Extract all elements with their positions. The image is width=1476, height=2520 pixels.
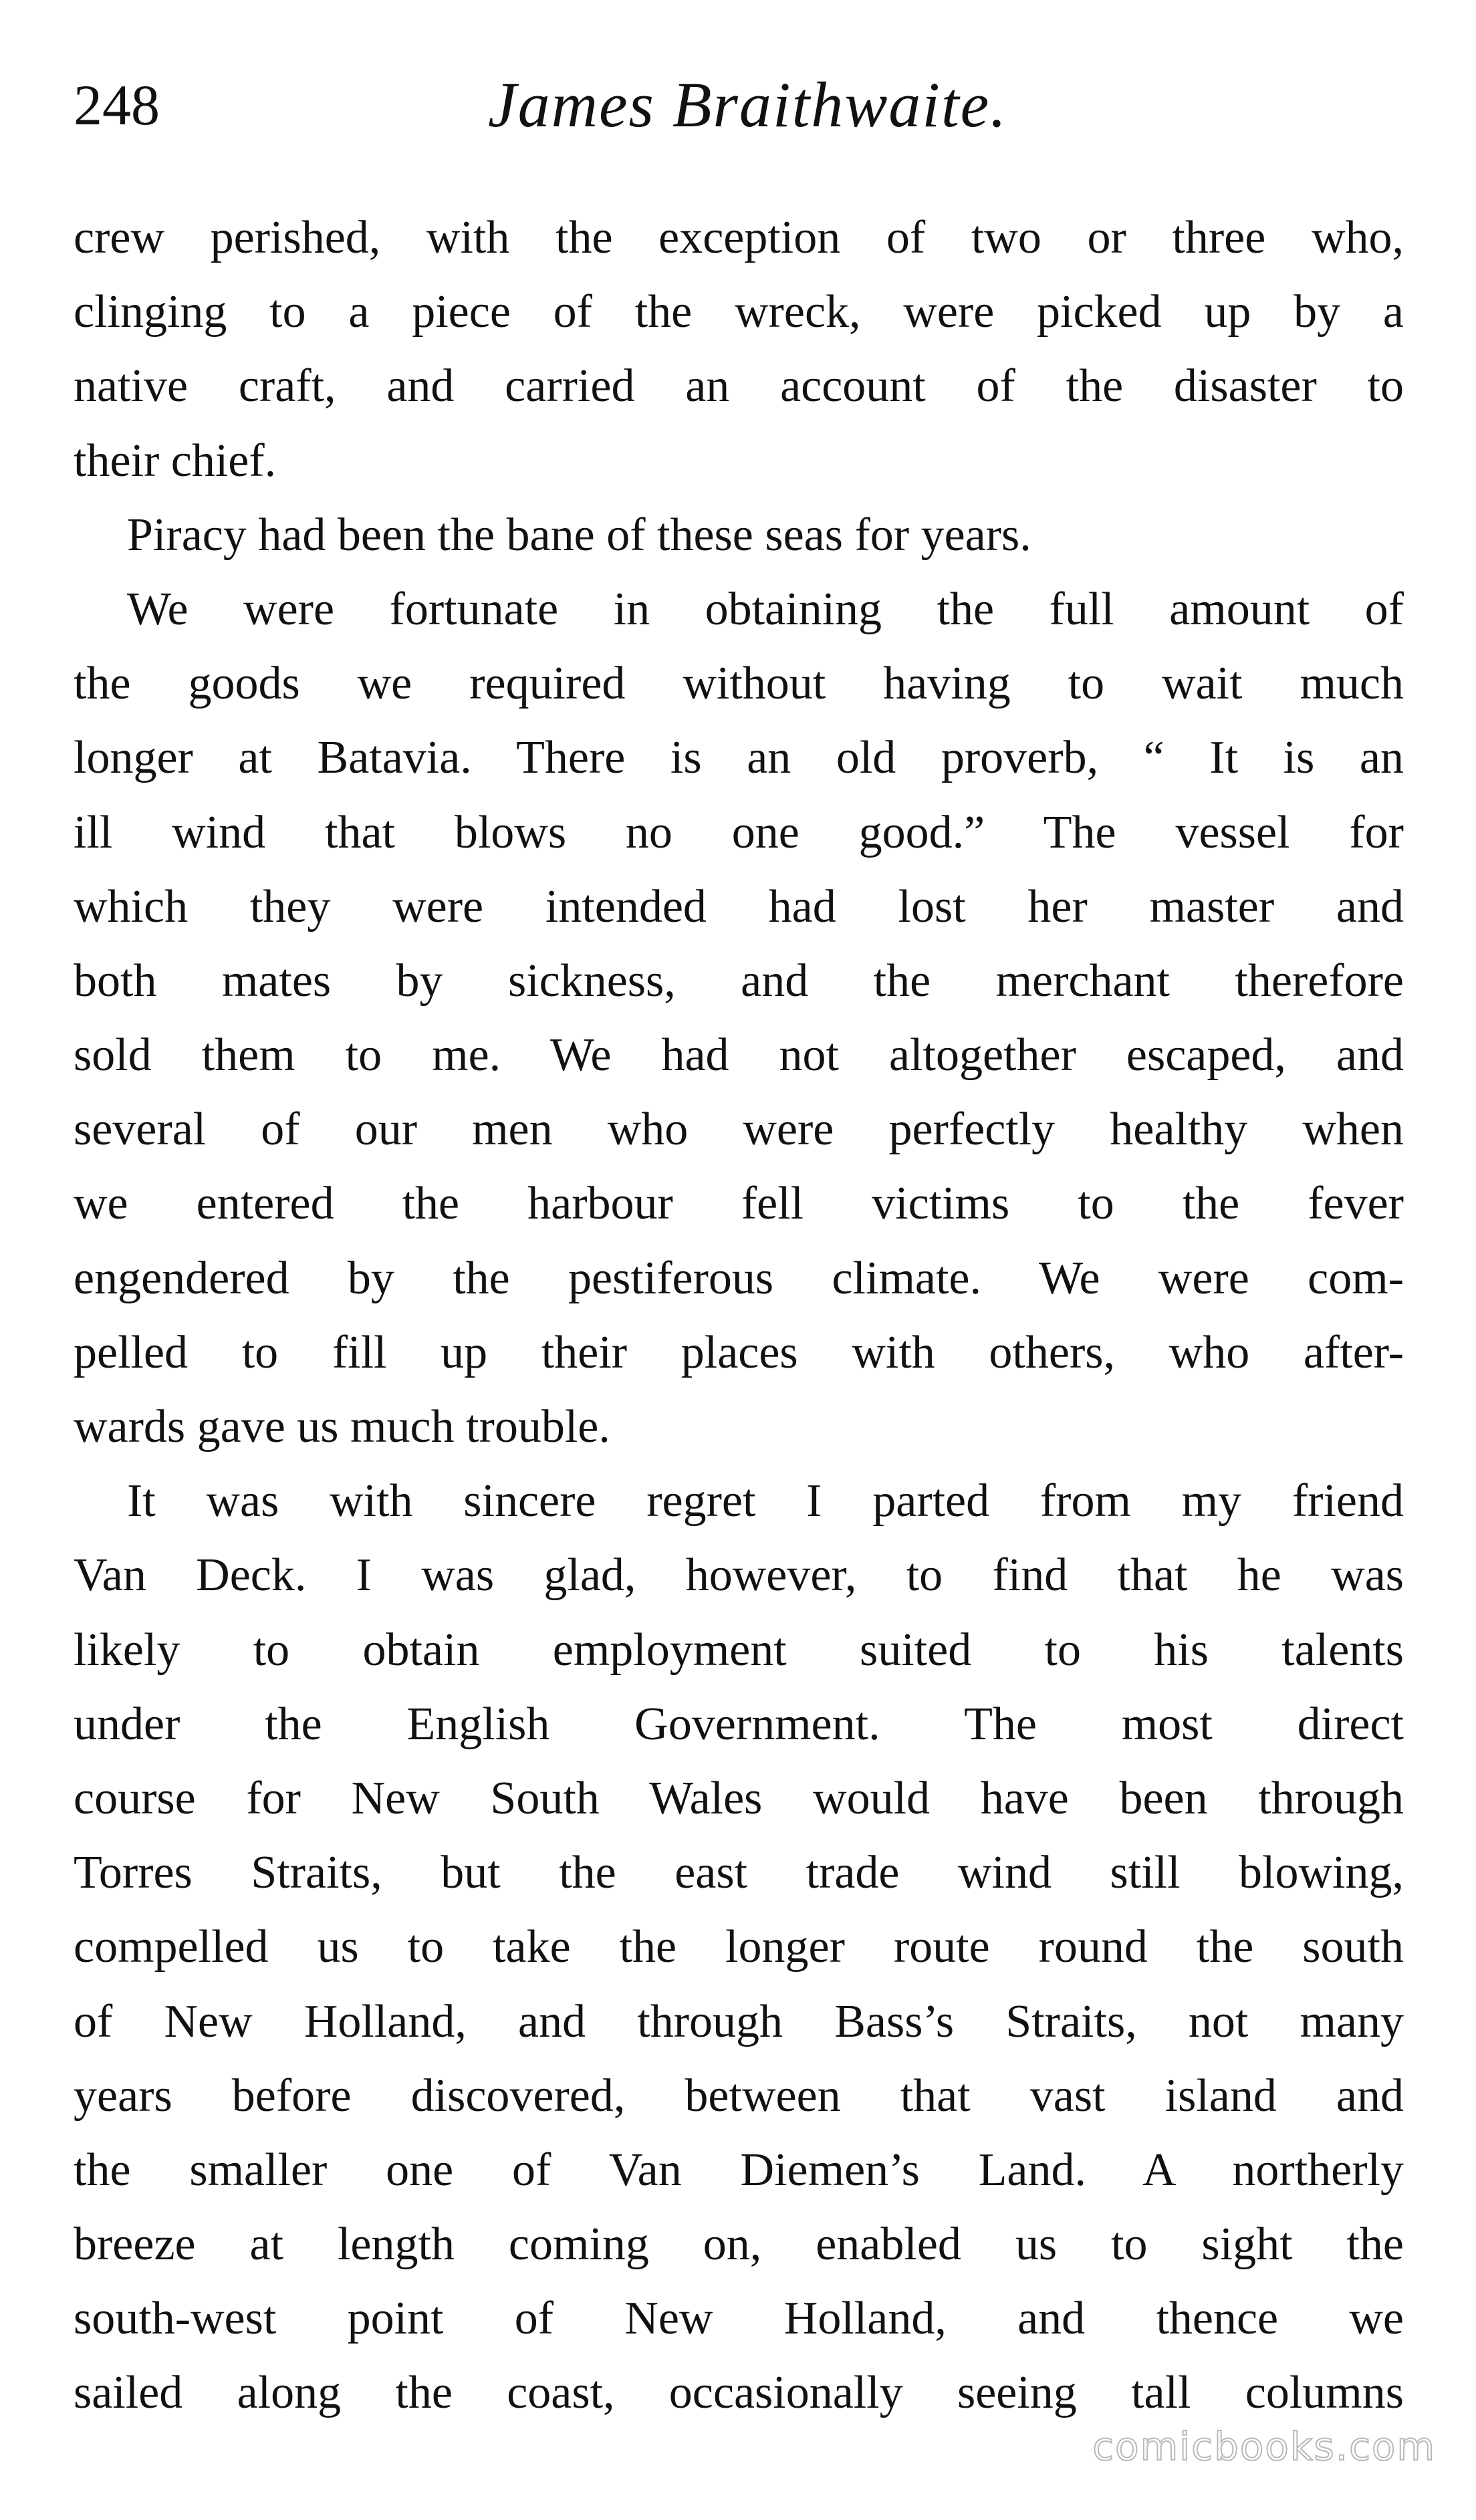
text-line: longer at Batavia. There is an old proverb, “ It is an	[74, 732, 1404, 784]
text-line: their chief.	[74, 434, 277, 487]
text-line: crew perished, with the exception of two or three who,	[74, 212, 1404, 263]
text-line: wards gave us much trouble.	[74, 1401, 610, 1453]
running-title: James Braithwaite.	[488, 69, 1008, 140]
text-line: both mates by sickness, and the merchant therefore	[74, 955, 1404, 1007]
body-text	[74, 201, 1404, 2430]
text-line: compelled us to take the longer route round the south	[74, 1921, 1404, 1973]
page-header	[74, 61, 1410, 148]
text-line: sold them to me. We had not altogether escaped, and	[74, 1029, 1404, 1082]
text-line: sailed along the coast, occasionally seeing tall columns	[74, 2367, 1404, 2419]
text-line: we entered the harbour fell victims to the fever	[74, 1178, 1404, 1230]
text-line: several of our men who were perfectly healthy when	[74, 1104, 1404, 1156]
text-line: native craft, and carried an account of the disaster to	[74, 360, 1404, 412]
text-line: likely to obtain employment suited to his talents	[74, 1624, 1404, 1676]
text-line: engendered by the pestiferous climate. We were com-	[74, 1252, 1404, 1304]
text-line: We were fortunate in obtaining the full amount of	[127, 583, 1404, 635]
text-line: under the English Government. The most direct	[74, 1698, 1404, 1750]
text-line: of New Holland, and through Bass’s Straits, not many	[74, 1995, 1404, 2047]
text-line: which they were intended had lost her master and	[74, 880, 1404, 932]
text-line: Piracy had been the bane of these seas for years.	[127, 509, 1031, 561]
text-line: south-west point of New Holland, and thence we	[74, 2293, 1404, 2345]
text-line: breeze at length coming on, enabled us to sight the	[74, 2219, 1404, 2271]
text-line: the smaller one of Van Diemen’s Land. A northerly	[74, 2144, 1404, 2196]
text-line: pelled to fill up their places with others, who after-	[74, 1326, 1404, 1378]
text-line: Torres Straits, but the east trade wind still blowing,	[74, 1847, 1404, 1899]
text-line: the goods we required without having to wait much	[74, 658, 1404, 710]
text-line: clinging to a piece of the wreck, were picked up by a	[74, 286, 1404, 338]
text-line: ill wind that blows no one good.” The vessel for	[74, 806, 1404, 858]
watermark: comicbooks.com	[1092, 2424, 1436, 2469]
text-line: Van Deck. I was glad, however, to find that he was	[74, 1549, 1404, 1602]
text-line: years before discovered, between that vast island and	[74, 2069, 1404, 2122]
page-number: 248	[74, 73, 160, 137]
text-line: It was with sincere regret I parted from my friend	[127, 1475, 1404, 1527]
text-line: course for New South Wales would have been through	[74, 1772, 1404, 1824]
